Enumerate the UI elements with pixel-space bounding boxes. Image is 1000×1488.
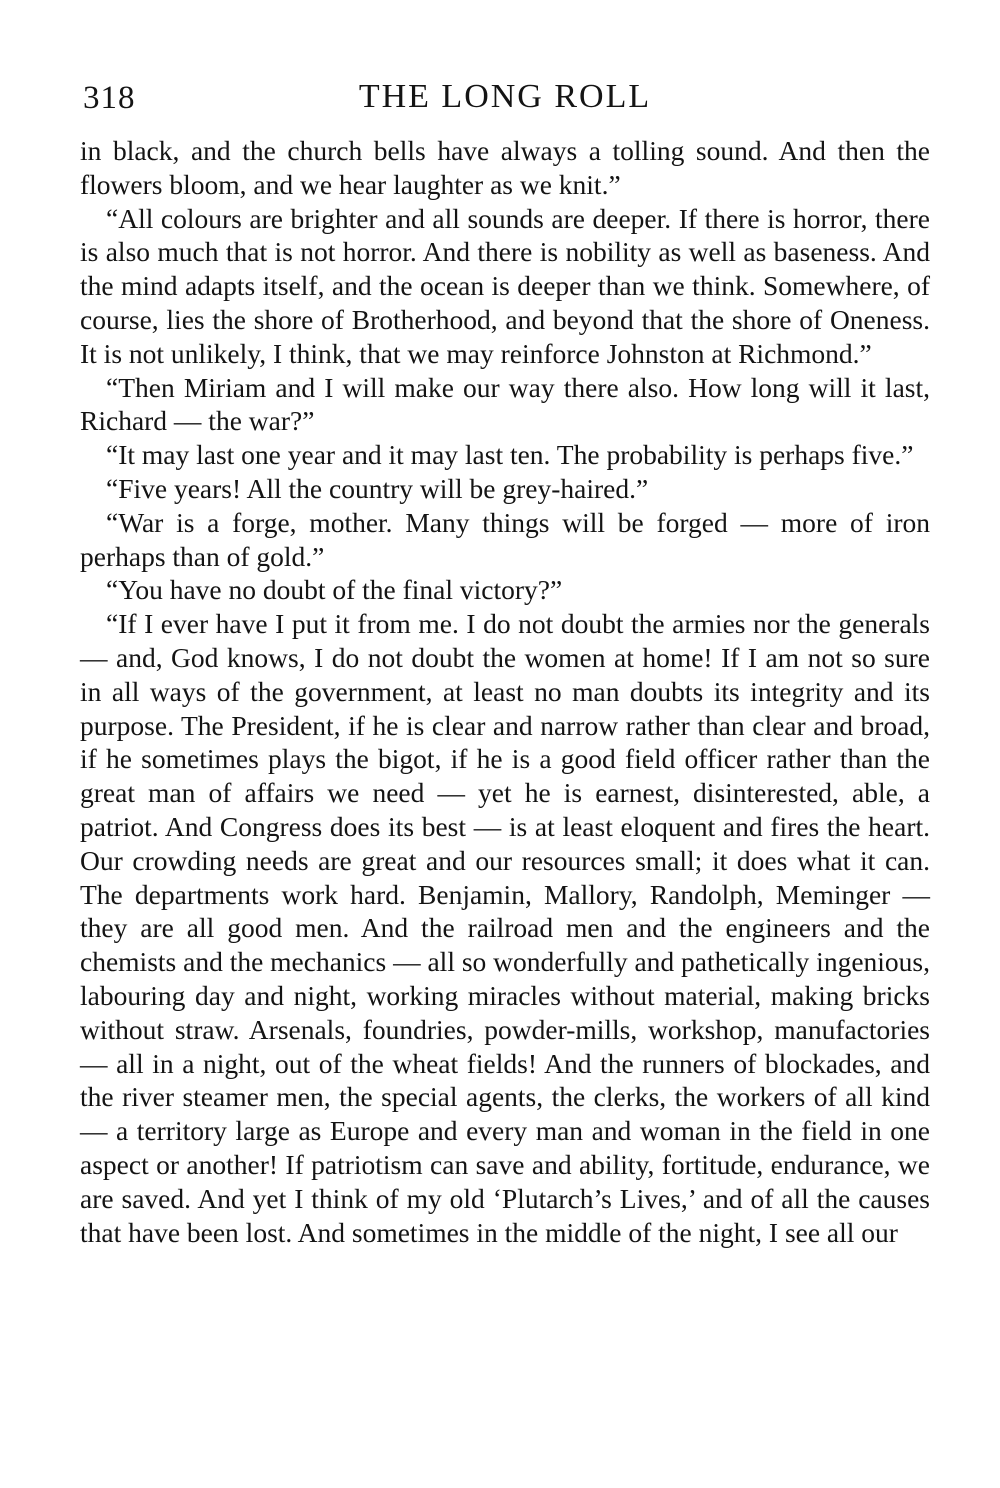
book-title: THE LONG ROLL bbox=[358, 78, 652, 115]
body-text bbox=[80, 134, 930, 1249]
page-number: 318 bbox=[83, 80, 136, 116]
paragraph: “You have no doubt of the final victory?” bbox=[106, 574, 563, 606]
paragraph: “It may last one year and it may last ten. The probability is perhaps five.” bbox=[106, 439, 914, 471]
book-page bbox=[80, 72, 930, 1249]
paragraph: “All colours are brighter and all sounds are deeper. If there is horror, there is also much that is not horror. And there is nobility as well as baseness. And the mind adapts itself, and the ocean is deeper than we think. Somewhere, of course, lies the shore of Brotherhood, and beyond that the shore of Oneness. It is not unlikely, I think, that we may reinforce Johnston at Richmond.” bbox=[80, 202, 930, 369]
paragraph: “Then Miriam and I will make our way there also. How long will it last, Richard — the war?” bbox=[80, 371, 930, 437]
paragraph-continued: in black, and the church bells have always a tolling sound. And then the flowers bloom, and we hear laughter as we knit.” bbox=[80, 135, 930, 200]
paragraph: “War is a forge, mother. Many things will be forged — more of iron perhaps than of gold.” bbox=[80, 506, 930, 572]
running-head bbox=[80, 72, 930, 134]
paragraph: “If I ever have I put it from me. I do not doubt the armies nor the generals — and, God knows, I do not doubt the women at home! If I am not so sure in all ways of the government, at least no man doubts its integrity and its purpose. The President, if he is clear and narrow rather than clear and broad, if he sometimes plays the bigot, if he is a good field officer rather than the great man of affairs we need — yet he is earnest, disinterested, able, a patriot. And Congress does its best — is at least eloquent and fires the heart. Our crowding needs are great and our resources small; it does what it can. The departments work hard. Benjamin, Mallory, Randolph, Meminger — they are all good men. And the railroad men and the engineers and the chemists and the mechanics — all so wonderfully and pathetically ingenious, labouring day and night, working miracles without material, making bricks without straw. Arsenals, foundries, powder-mills, workshop, manufactories — all in a night, out of the wheat fields! And the runners of blockades, and the river steamer men, the special agents, the clerks, the workers of all kind — a territory large as Europe and every man and woman in the field in one aspect or another! If patriotism can save and ability, fortitude, endurance, we are saved. And yet I think of my old ‘Plutarch’s Lives,’ and of all the causes that have been lost. And sometimes in the middle of the night, I see all our bbox=[80, 608, 930, 1248]
paragraph: “Five years! All the country will be grey-haired.” bbox=[106, 472, 649, 504]
